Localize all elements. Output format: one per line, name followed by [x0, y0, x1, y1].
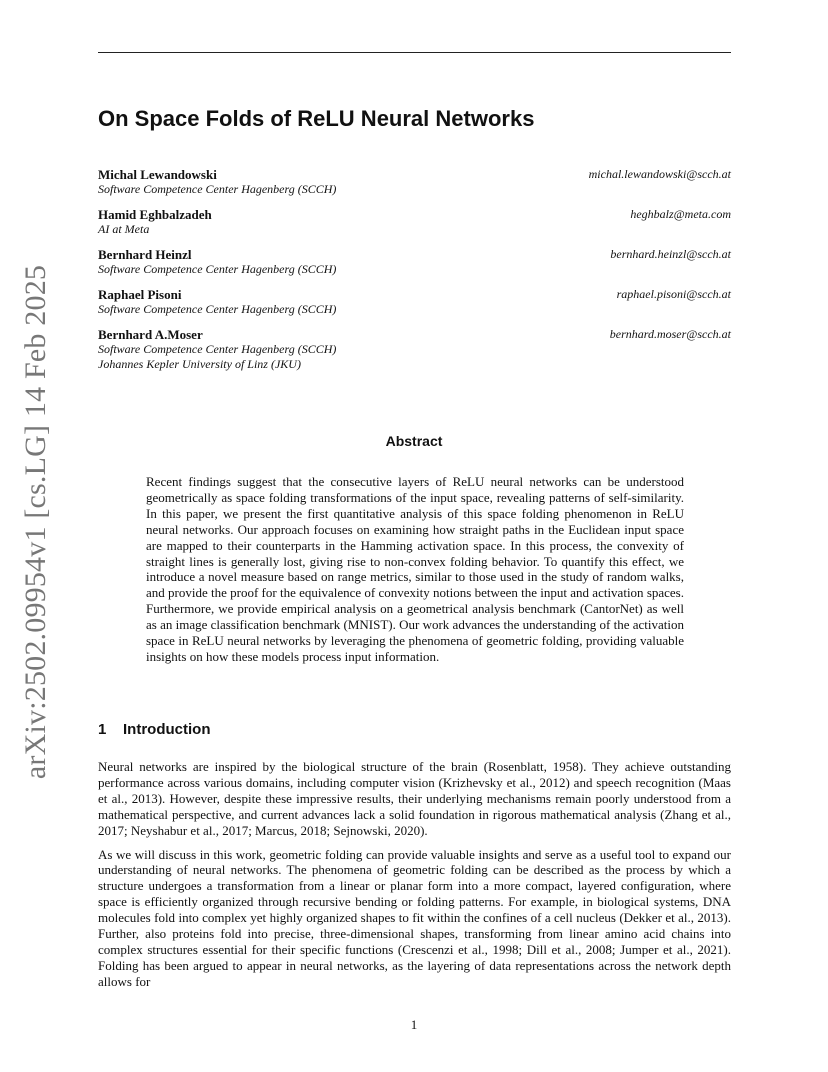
section-title: Introduction — [123, 721, 211, 738]
author-name: Hamid Eghbalzadeh — [98, 207, 212, 222]
author-list — [98, 167, 731, 382]
author-email: bernhard.heinzl@scch.at — [610, 247, 731, 261]
abstract-text: Recent findings suggest that the consecutive layers of ReLU neural networks can be understood geometrically as space folding transformations of the input space, revealing patterns of self-similarity. In this paper, we present the first quantitative analysis of this space folding phenomenon in ReLU neural networks. Our approach focuses on examining how straight paths in the Euclidean input space are mapped to their counterparts in the Hamming activation space. In this process, the convexity of straight lines is generally lost, giving rise to non-convex folding behavior. To quantify this effect, we introduce a novel measure based on range metrics, similar to those used in the study of random walks, and provide the proof for the equivalence of convexity notions between the input and activation spaces. Furthermore, we provide empirical analysis on a geometrical analysis benchmark (CantorNet) as well as an image classification benchmark (MNIST). Our work advances the understanding of the activation space in ReLU neural networks by leveraging the phenomena of geometric folding, providing valuable insights on how these models process input information. — [146, 474, 684, 664]
author-name: Bernhard A.Moser — [98, 327, 203, 342]
author-email: michal.lewandowski@scch.at — [588, 167, 731, 181]
author-name: Bernhard Heinzl — [98, 247, 192, 262]
page-number: 1 — [410, 1017, 418, 1032]
author-affiliation: Software Competence Center Hagenberg (SCCH) — [98, 342, 337, 356]
author-affiliation-secondary: Johannes Kepler University of Linz (JKU) — [98, 357, 301, 371]
author-name: Raphael Pisoni — [98, 287, 182, 302]
section-number: 1 — [98, 721, 107, 738]
paragraph: Neural networks are inspired by the biological structure of the brain (Rosenblatt, 1958). They achieve outstanding performance across various domains, including computer vision (Krizhevsky et al., 2012) and speech recognition (Maas et al., 2013). However, despite these impressive results, their underlying mechanisms remain poorly understood from a mathematical perspective, and current advances lack a solid foundation in rigorous mathematical analysis (Zhang et al., 2017; Neyshabur et al., 2017; Marcus, 2018; Sejnowski, 2020). — [98, 759, 731, 838]
author-block — [98, 247, 731, 277]
author-email: raphael.pisoni@scch.at — [616, 287, 731, 301]
header-rule — [98, 52, 731, 53]
author-affiliation: AI at Meta — [98, 222, 150, 236]
author-affiliation: Software Competence Center Hagenberg (SCCH) — [98, 262, 337, 276]
paper-title: On Space Folds of ReLU Neural Networks — [98, 106, 535, 131]
author-affiliation: Software Competence Center Hagenberg (SCCH) — [98, 302, 337, 316]
arxiv-identifier: arXiv:2502.09954v1 [cs.LG] 14 Feb 2025 — [19, 264, 52, 780]
author-name: Michal Lewandowski — [98, 167, 217, 182]
introduction-body — [98, 759, 731, 998]
paragraph: As we will discuss in this work, geometric folding can provide valuable insights and serve as a useful tool to expand our understanding of neural networks. The phenomena of geometric folding can be described as the process by which a structure undergoes a transformation from a linear or planar form into a more compact, layered configuration, where space is efficiently organized through recursive bending or folding patterns. For example, in biological systems, DNA molecules fold into complex yet highly organized shapes to fit within the confines of a cell nucleus (Dekker et al., 2013). Further, also proteins fold into precise, three-dimensional shapes, transforming from linear amino acid chains into complex structures essential for their specific functions (Crescenzi et al., 1998; Dill et al., 2008; Jumper et al., 2021). Folding has been argued to appear in neural networks, as the layering of data representations across the network depth allows for — [98, 846, 731, 989]
author-block — [98, 167, 731, 197]
author-block — [98, 327, 731, 372]
section-heading-introduction — [98, 720, 210, 740]
author-affiliation: Software Competence Center Hagenberg (SCCH) — [98, 182, 337, 196]
author-email: heghbalz@meta.com — [630, 207, 731, 221]
author-block — [98, 287, 731, 317]
author-block — [98, 207, 731, 237]
author-email: bernhard.moser@scch.at — [609, 327, 731, 341]
abstract-heading: Abstract — [385, 433, 443, 449]
